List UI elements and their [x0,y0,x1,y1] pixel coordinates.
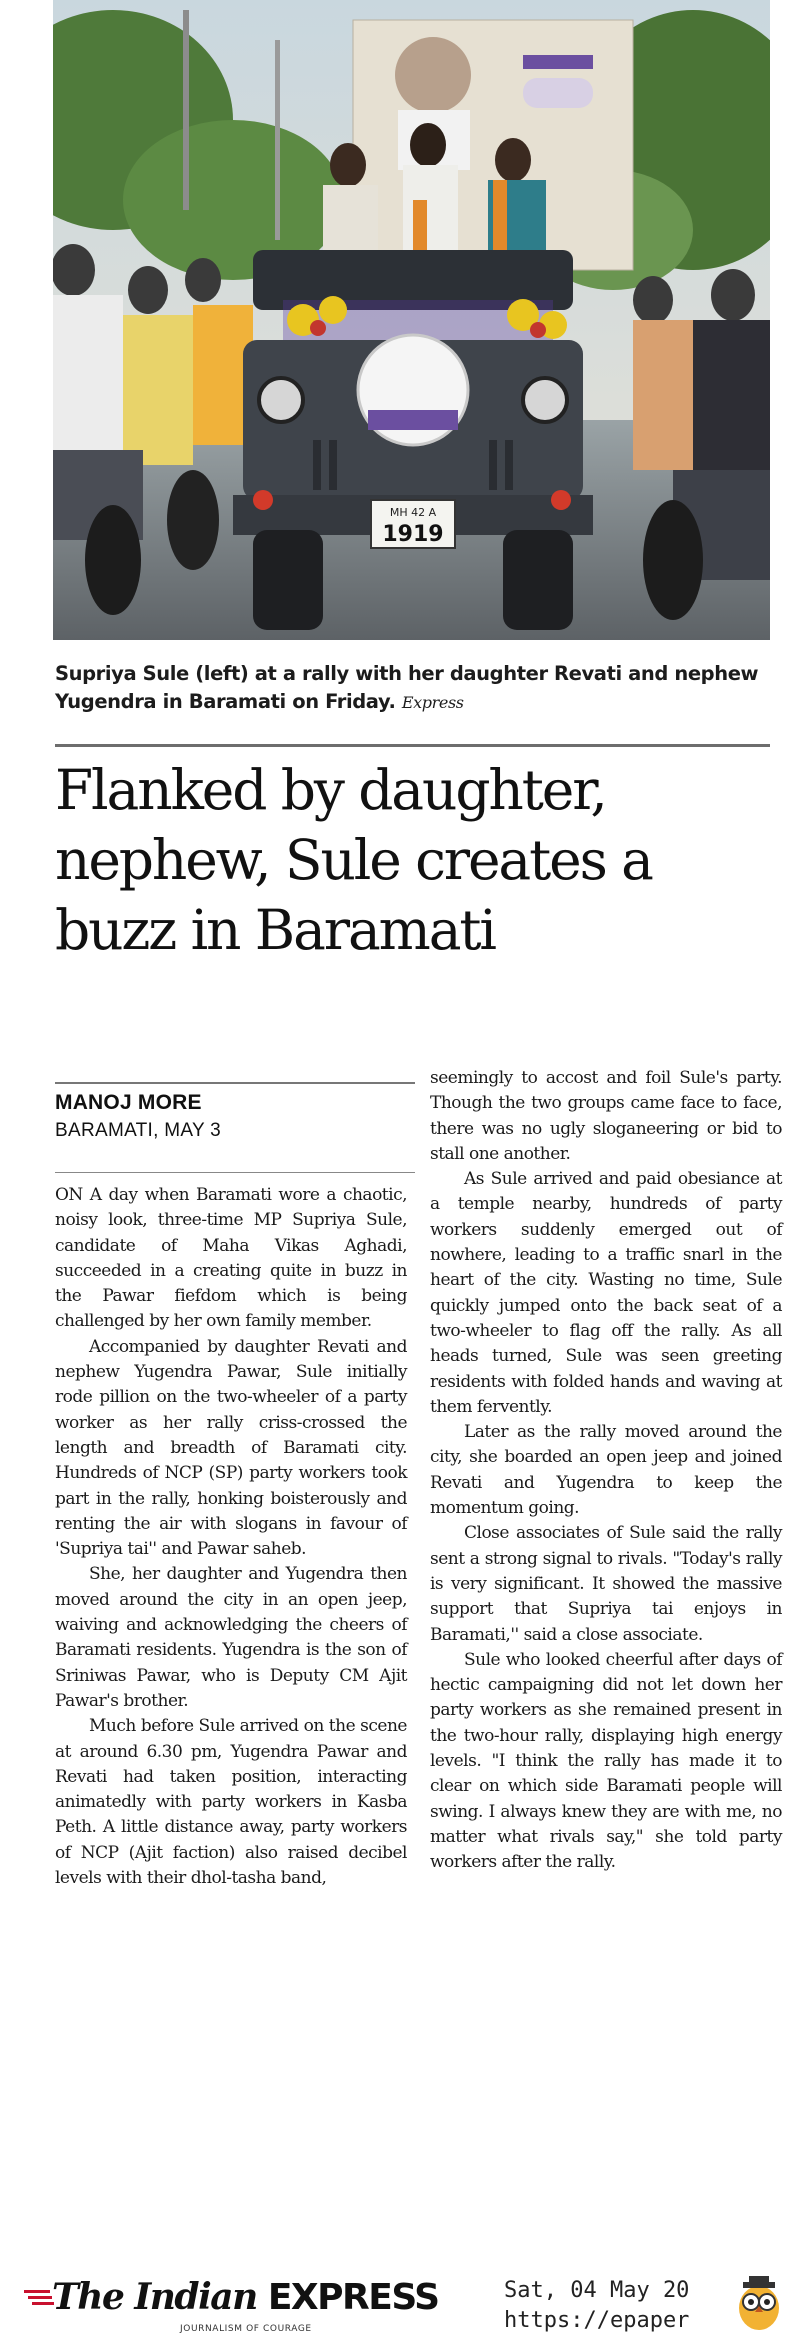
photo-credit: Express [401,693,464,712]
paragraph: As Sule arrived and paid obesiance at a temple nearby, hundreds of party workers suddenly emerged out of nowhere, leading to a traffic snarl in the heart of the city. Wasting no time, Sule quickly jumped onto the back seat of a two-wheeler to flag off the rally. As all heads turned, Sule was seen greeting residents with folded hands and waving at them fervently. [430,1169,782,1417]
author-name: MANOJ MORE [55,1091,202,1114]
stamp-url: https://epaper [504,2308,690,2333]
photo-caption [55,660,767,717]
divider-rule [55,744,770,747]
dateline: BARAMATI, MAY 3 [55,1120,222,1141]
paragraph: Accompanied by daughter Revati and nephew Yugendra Pawar, Sule initially rode pillion on the two-wheeler of a party worker as her rally criss-crossed the length and breadth of Baramati city. Hundreds of NCP (SP) party workers took part in the rally, honking boisterously and renting the air with slogans in favour of 'Supriya tai'' and Pawar saheb. [55,1336,407,1560]
owl-icon [735,2276,783,2332]
article-column-2 [430,1066,782,1876]
byline-rule [55,1172,415,1173]
brand-italic: The Indian [52,2276,257,2318]
number-plate-prefix: MH 42 A [389,506,437,519]
headline: Flanked by daughter, nephew, Sule creates a buzz in Baramati [55,758,652,962]
paragraph: Much before Sule arrived on the scene at around 6.30 pm, Yugendra Pawar and Revati had taken position, interacting animatedly with party workers in Kasba Peth. A little distance away, party workers of NCP (Ajit faction) also raised decibel levels with their dhol-tasha band, [55,1716,407,1889]
caption-text: Supriya Sule (left) at a rally with her daughter Revati and nephew Yugendra in Baramati on Friday. [55,662,759,713]
epaper-stamp [504,2276,689,2336]
paragraph: Sule who looked cheerful after days of hectic campaigning did not let down her party workers as she remained present in the two-hour rally, displaying high energy levels. "I think the rally has made it to clear on which side Baramati people will swing. I always knew they are with me, no matter what rivals say," she told party workers after the rally. [430,1649,782,1873]
paragraph: ON A day when Baramati wore a chaotic, noisy look, three-time MP Supriya Sule, candidate of Maha Vikas Aghadi, succeeded in a creating quite in buzz in the Pawar fiefdom which is being challenged by her own family member. [55,1185,407,1332]
tagline: JOURNALISM OF COURAGE [180,2324,312,2334]
byline [55,1090,415,1144]
news-photo [53,0,770,640]
masthead-logo [52,2276,439,2318]
article-column-1 [55,1183,407,1891]
paragraph: She, her daughter and Yugendra then moved around the city in an open jeep, waiving and acknowledging the cheers of Baramati residents. Yugendra is the son of Sriniwas Pawar, who is Deputy CM Ajit Pawar's brother. [55,1564,407,1711]
footer [0,2268,800,2346]
stamp-date: Sat, 04 May 20 [504,2278,690,2303]
column-rule [55,1082,415,1084]
paragraph: Close associates of Sule said the rally sent a strong signal to rivals. "Today's rally is very significant. It showed the massive support that Supriya tai enjoys in Baramati,'' said a close associate. [430,1523,782,1645]
paragraph: seemingly to accost and foil Sule's party. Though the two groups came face to face, there was no ugly sloganeering or bid to stall one another. [430,1068,782,1164]
number-plate: 1919 [382,522,444,547]
paragraph: Later as the rally moved around the city, she boarded an open jeep and joined Revati and Yugendra to keep the momentum going. [430,1422,782,1519]
brand-bold: EXPRESS [267,2277,439,2318]
